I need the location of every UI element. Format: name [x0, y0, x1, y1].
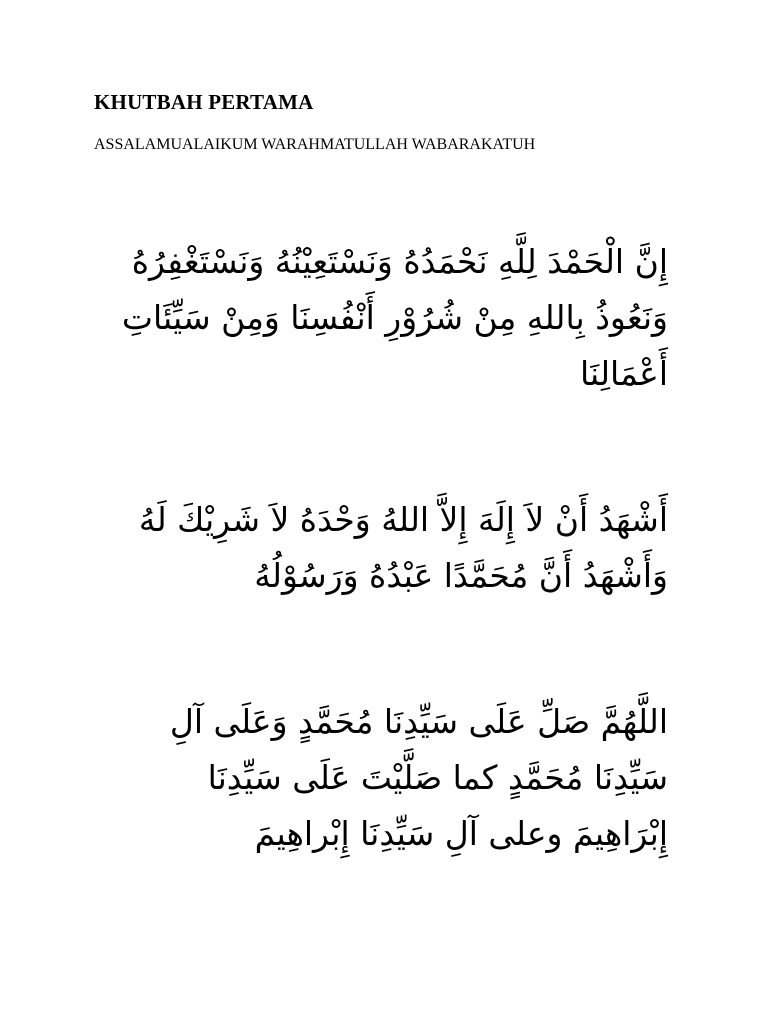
arabic-text-line: اللَّهُمَّ صَلِّ عَلَى سَيِّدِنَا مُحَمَّدٍ وَعَلَى آلِ: [169, 702, 668, 741]
arabic-text-line: سَيِّدِنَا مُحَمَّدٍ كما صَلَّيْتَ عَلَى سَيِّدِنَا: [207, 758, 668, 797]
arabic-paragraph-salawat: [68, 694, 668, 862]
arabic-text-line: أَشْهَدُ أَنْ لاَ إِلَهَ إِلاَّ اللهُ وَحْدَهُ لاَ شَرِيْكَ لَهُ: [138, 500, 668, 539]
arabic-text-line: وَأَشْهَدُ أَنَّ مُحَمَّدًا عَبْدُهُ وَرَسُوْلُهُ: [254, 556, 668, 595]
arabic-paragraph-shahada: [68, 492, 668, 604]
greeting-line: ASSALAMUALAIKUM WARAHMATULLAH WABARAKATUH: [94, 136, 536, 153]
arabic-text-line: إِنَّ الْحَمْدَ لِلَّهِ نَحْمَدُهُ وَنَسْتَعِيْنُهُ وَنَسْتَغْفِرُهُ: [131, 242, 668, 281]
arabic-text-line: إِبْرَاهِيمَ وعلى آلِ سَيِّدِنَا إِبْراهِيمَ: [254, 814, 668, 853]
arabic-text-line: وَنَعُوذُ بِاللهِ مِنْ شُرُوْرِ أَنْفُسِنَا وَمِنْ سَيِّئَاتِ: [121, 298, 668, 337]
arabic-paragraph-opening-praise: [68, 234, 668, 402]
document-heading: KHUTBAH PERTAMA: [94, 90, 314, 114]
arabic-text-line: أَعْمَالِنَا: [579, 354, 668, 393]
